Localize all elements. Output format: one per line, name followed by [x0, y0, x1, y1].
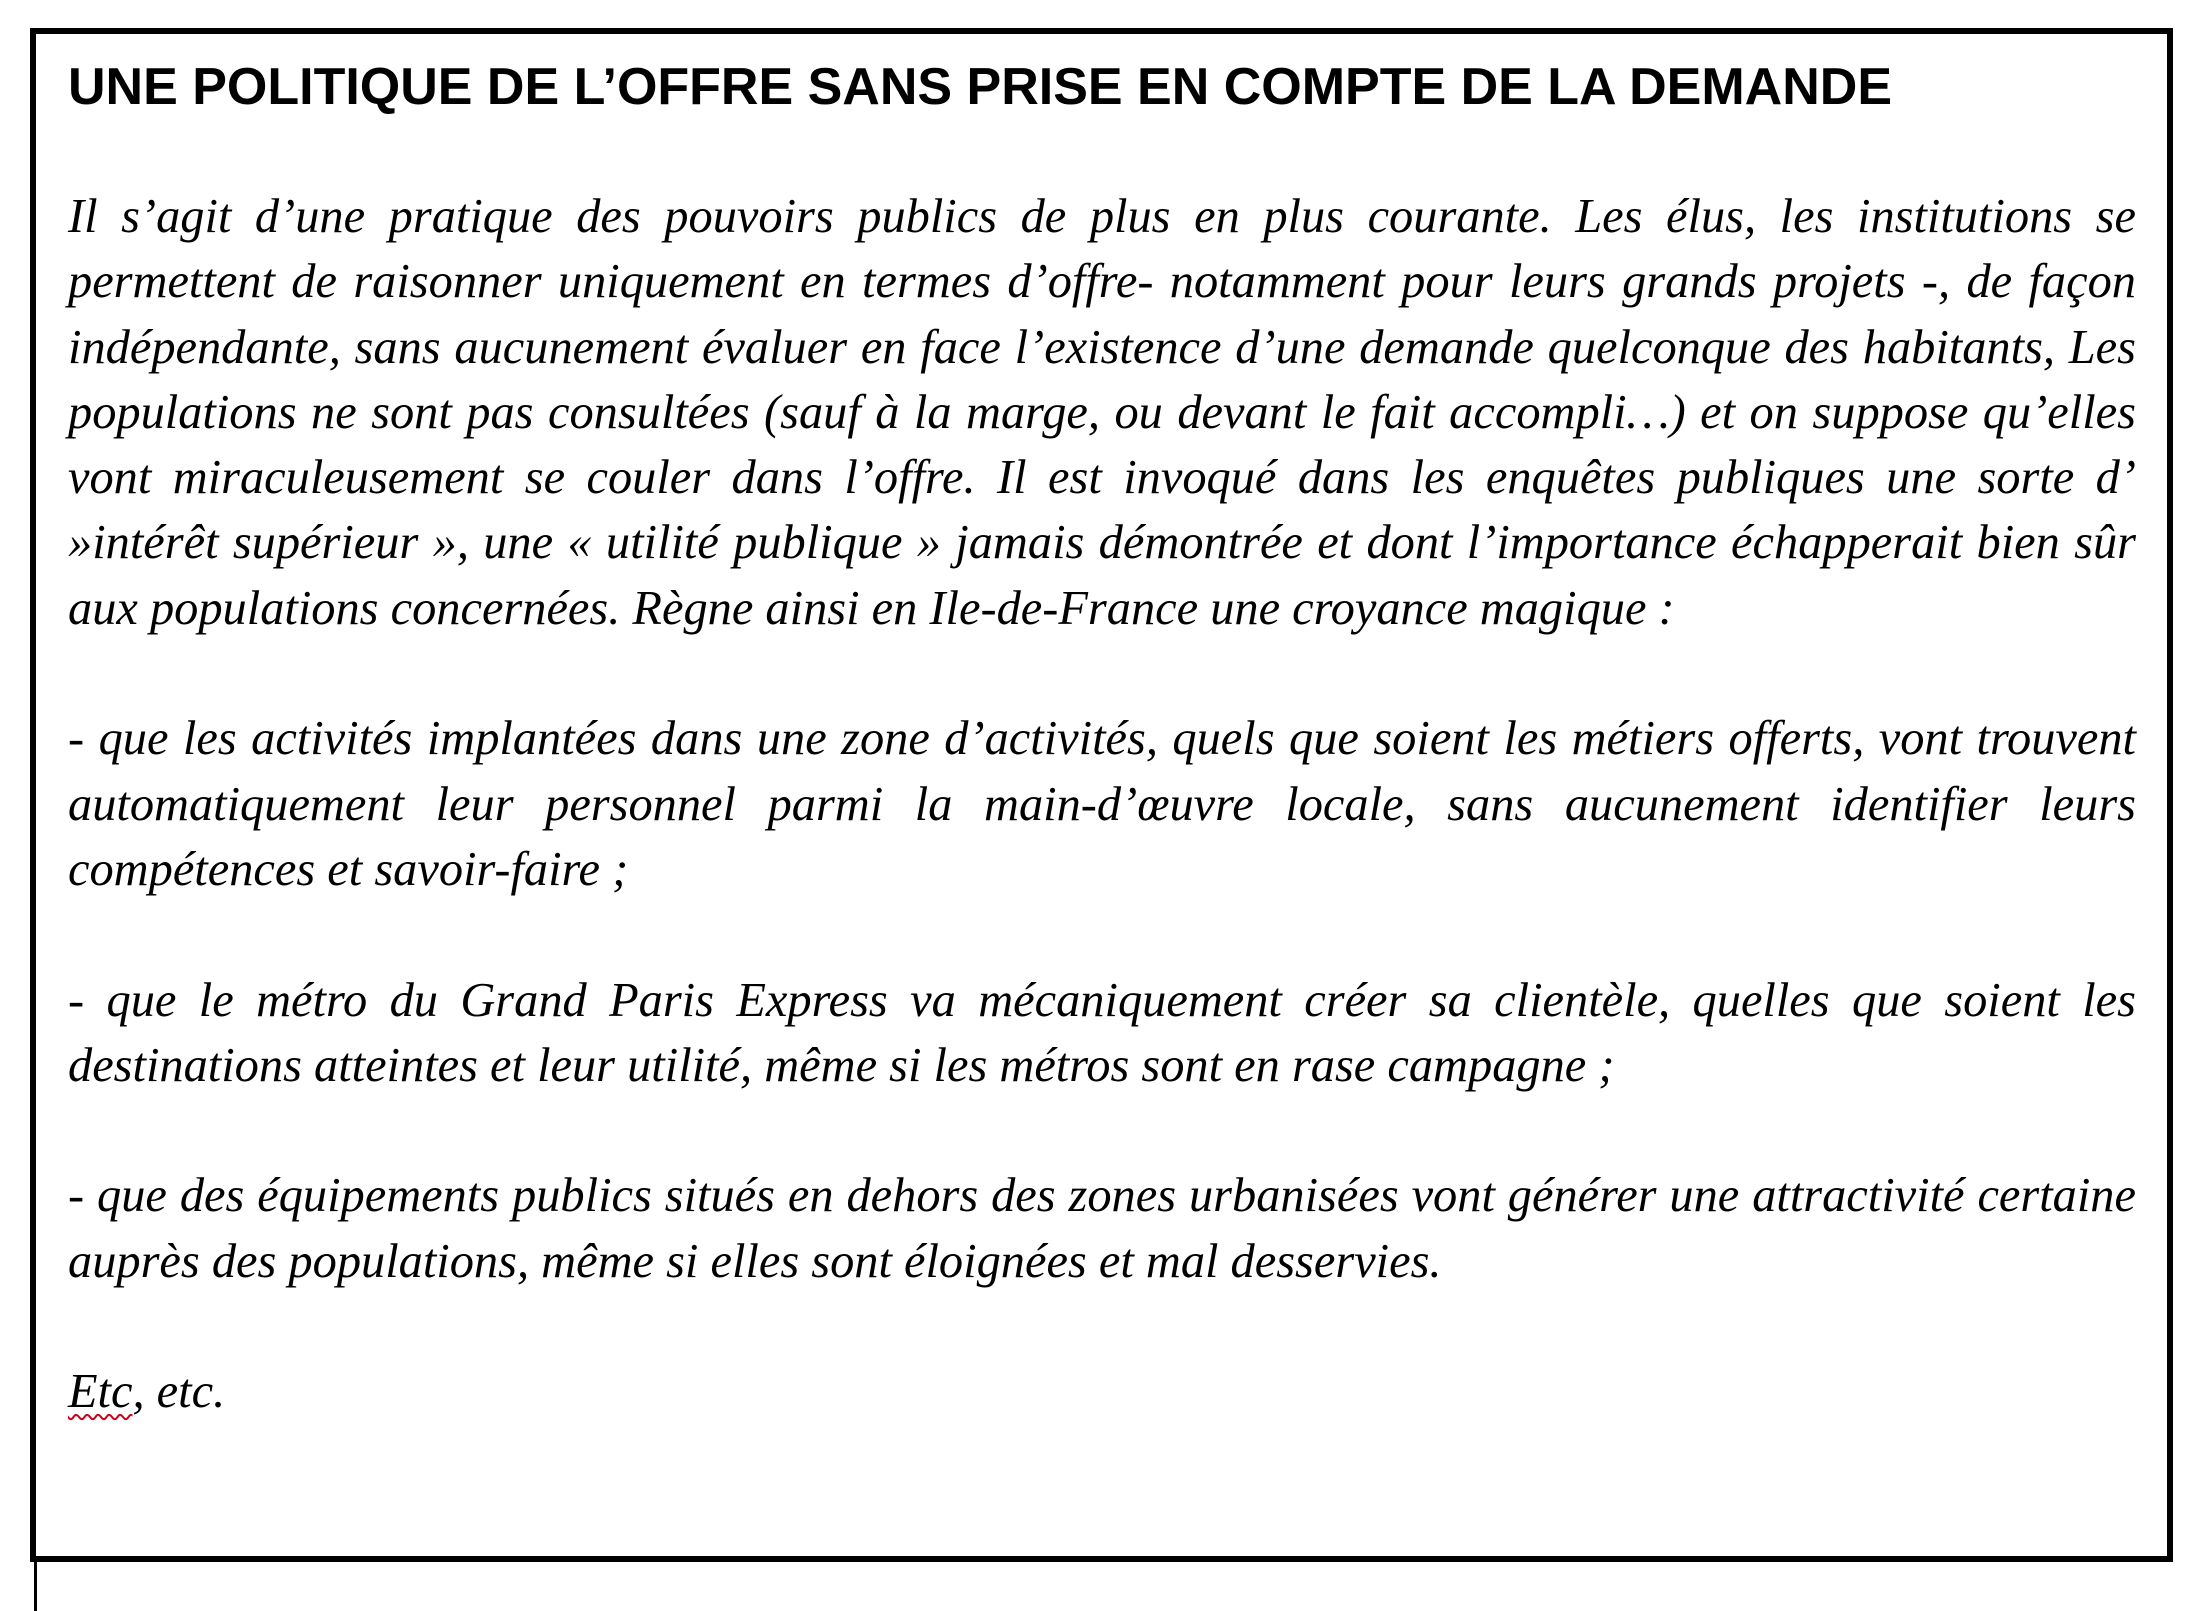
list-item-equipment: - que des équipements publics situés en dehors des zones urbanisées vont générer une attractivité certaine auprès des populations, même si elles sont éloignées et mal desservies. — [68, 1169, 2136, 1288]
list-item-metro: - que le métro du Grand Paris Express va mécaniquement créer sa clientèle, quelles que soient les destinations atteintes et leur utilité, même si les métros sont en rase campagne ; — [68, 973, 2136, 1092]
list-item-activities: - que les activités implantées dans une zone d’activités, quels que soient les métiers offerts, vont trouvent automatiquement leur personnel parmi la main-d’œuvre locale, sans aucunement identifier leurs compétences et savoir-faire ; — [68, 712, 2136, 896]
page-title: UNE POLITIQUE DE L’OFFRE SANS PRISE EN COMPTE DE LA DEMANDE — [68, 58, 1893, 116]
frame-edge-line — [34, 1562, 37, 1611]
closing-rest: , etc. — [132, 1365, 226, 1419]
body-text — [68, 184, 2136, 1425]
spellcheck-word: Etc — [68, 1365, 133, 1419]
closing-line — [68, 1359, 2136, 1424]
intro-paragraph: Il s’agit d’une pratique des pouvoirs publics de plus en plus courante. Les élus, les institutions se permettent de raisonner uniquement en termes d’offre- notamment pour leurs grands projets -, de façon indépendante, sans aucunement évaluer en face l’existence d’une demande quelconque des habitants, Les populations ne sont pas consultées (sauf à la marge, ou devant le fait accompli…) et on suppose qu’elles vont miraculeusement se couler dans l’offre. Il est invoqué dans les enquêtes publiques une sorte d’ »intérêt supérieur », une « utilité publique » jamais démontrée et dont l’importance échapperait bien sûr aux populations concernées. Règne ainsi en Ile-de-France une croyance magique : — [68, 190, 2136, 635]
